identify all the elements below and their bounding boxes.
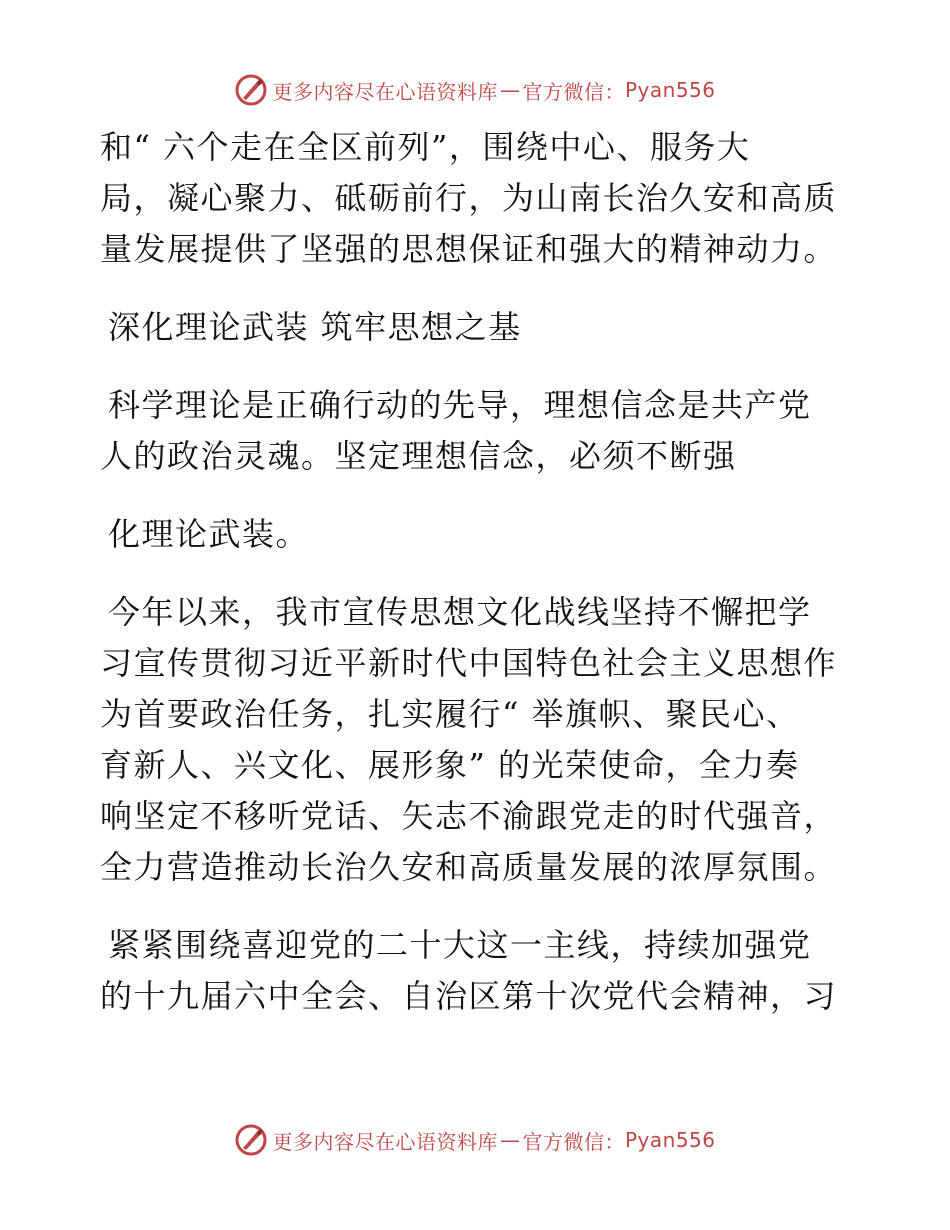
paragraph-line: 量发展提供了坚强的思想保证和强大的精神动力。 <box>100 230 838 268</box>
paragraph-line: 和“ 六个走在全区前列”，围绕中心、服务大 <box>100 128 751 166</box>
pen-logo-icon <box>234 73 268 107</box>
watermark-wechat-id: Pyan556 <box>624 1128 716 1152</box>
watermark-wechat-id: Pyan556 <box>624 78 716 102</box>
watermark-text: 更多内容尽在心语资料库 <box>272 1129 498 1154</box>
paragraph-line: 习宣传贯彻习近平新时代中国特色社会主义思想作 <box>100 644 838 682</box>
paragraph-line: 响坚定不移听党话、矢志不渝跟党走的时代强音， <box>100 797 838 835</box>
paragraph-line: 育新人、兴文化、展形象” 的光荣使命，全力奏 <box>100 746 800 784</box>
watermark-separator: — <box>499 78 521 102</box>
document-body <box>100 122 860 1022</box>
watermark-header <box>0 70 950 110</box>
paragraph-line: 人的政治灵魂。坚定理想信念，必须不断强 <box>100 437 737 475</box>
paragraph-line: 的十九届六中全会、自治区第十次党代会精神，习 <box>100 977 838 1015</box>
watermark-wechat-label: 官方微信： <box>522 1129 625 1154</box>
paragraph-line: 为首要政治任务，扎实履行“ 举旗帜、聚民心、 <box>100 695 800 733</box>
watermark-separator: — <box>499 1128 521 1152</box>
paragraph-line: 局，凝心聚力、砥砺前行，为山南长治久安和高质 <box>100 179 838 217</box>
pen-logo-icon <box>234 1123 268 1157</box>
watermark-footer <box>0 1120 950 1160</box>
watermark-text: 更多内容尽在心语资料库 <box>272 79 498 104</box>
paragraph-line: 全力营造推动长治久安和高质量发展的浓厚氛围。 <box>100 848 838 886</box>
paragraph-line: 化理论武装。 <box>108 515 310 553</box>
paragraph-line: 今年以来，我市宣传思想文化战线坚持不懈把学 <box>108 593 812 631</box>
paragraph-line: 科学理论是正确行动的先导，理想信念是共产党 <box>108 386 812 424</box>
paragraph-line: 紧紧围绕喜迎党的二十大这一主线，持续加强党 <box>108 926 812 964</box>
watermark-wechat-label: 官方微信： <box>522 79 625 104</box>
section-heading: 深化理论武装 筑牢思想之基 <box>108 308 522 346</box>
